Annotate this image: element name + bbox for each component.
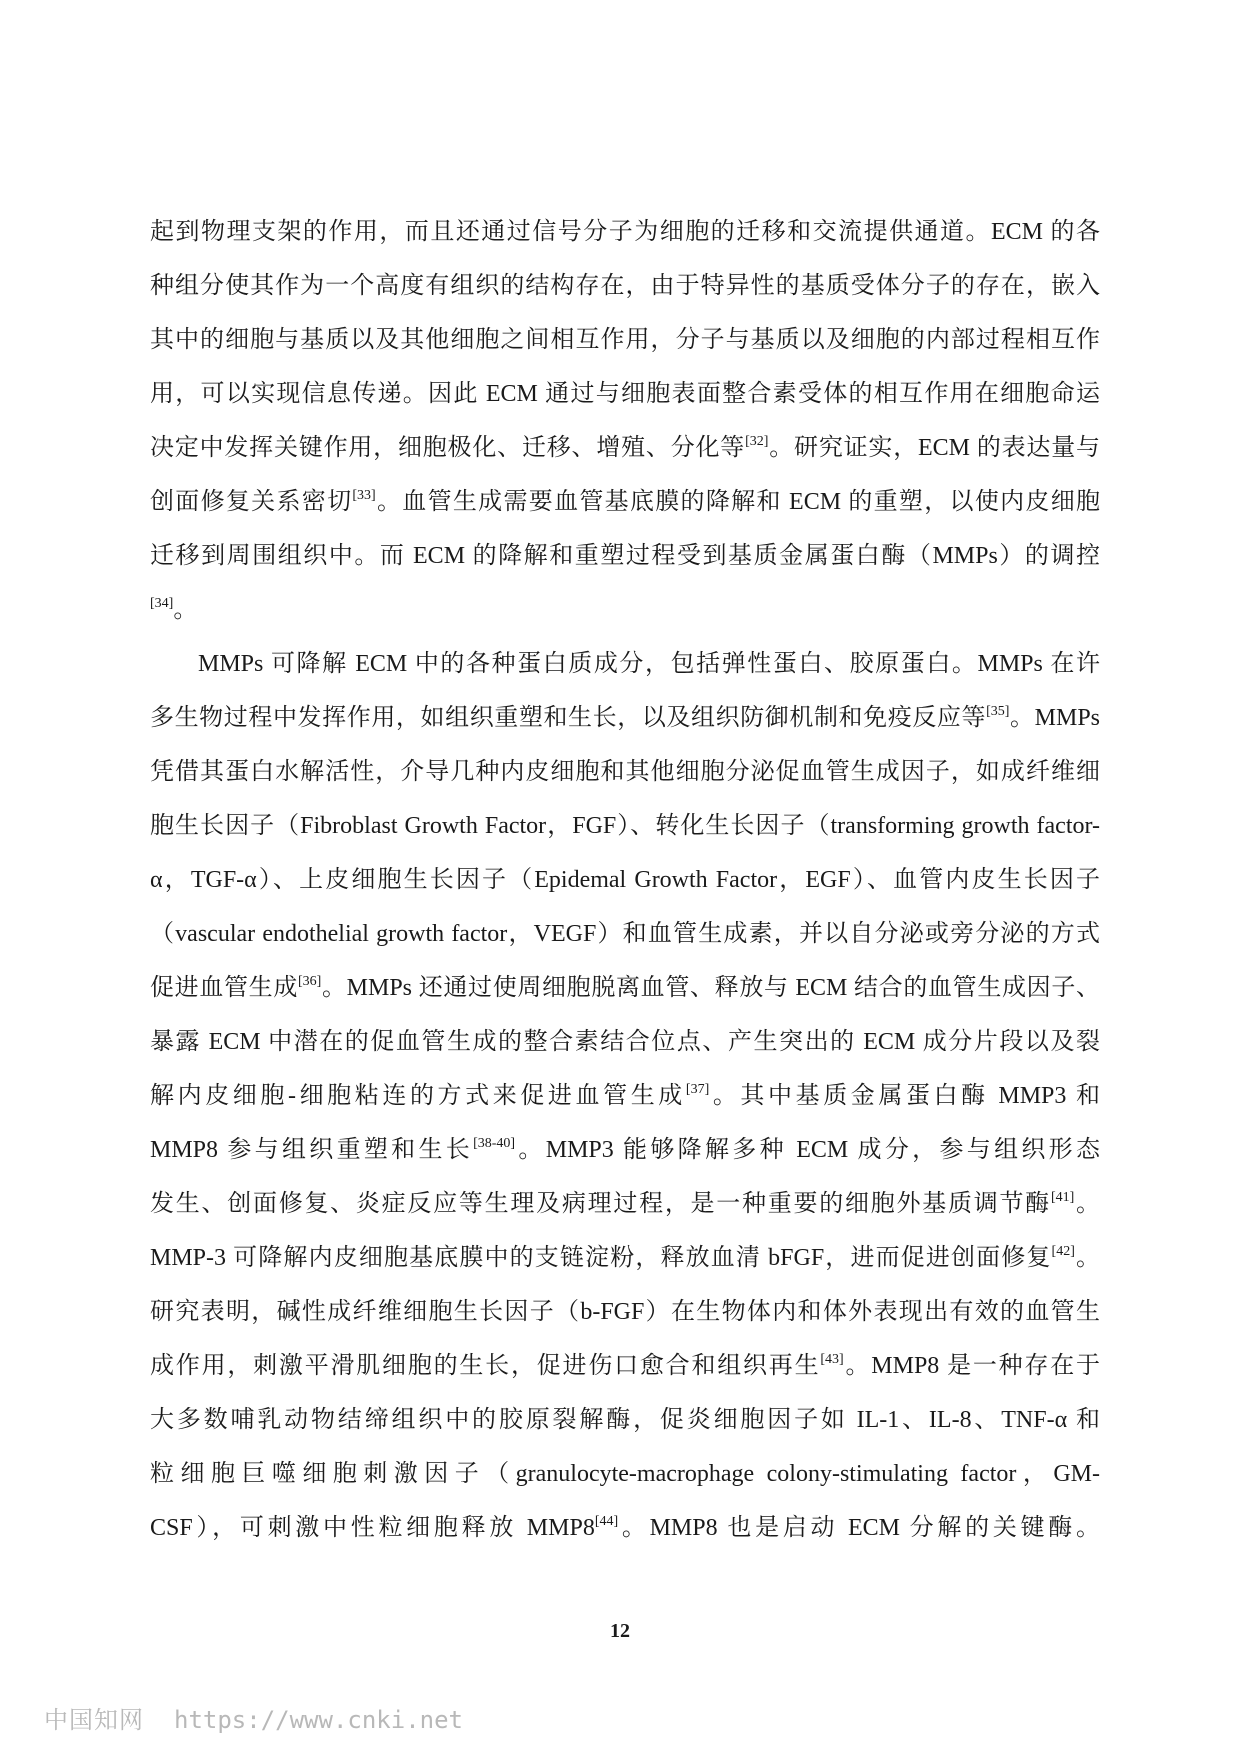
citation[interactable]: [36] bbox=[298, 974, 322, 989]
text-line bbox=[150, 1339, 1100, 1393]
citation[interactable]: [35] bbox=[986, 704, 1010, 719]
text-line bbox=[150, 1177, 1100, 1231]
citation[interactable]: [43] bbox=[820, 1352, 844, 1367]
text-line bbox=[150, 1069, 1100, 1123]
text-line: 起到物理支架的作用，而且还通过信号分子为细胞的迁移和交流提供通道。ECM 的各 bbox=[150, 219, 1100, 245]
paragraph-2 bbox=[150, 637, 1100, 1555]
text-line: 暴露 ECM 中潜在的促血管生成的整合素结合位点、产生突出的 ECM 成分片段以及裂 bbox=[150, 1029, 1100, 1055]
citation[interactable]: [38-40] bbox=[473, 1136, 516, 1151]
text-line: 凭借其蛋白水解活性，介导几种内皮细胞和其他细胞分泌促血管生成因子，如成纤维细 bbox=[150, 759, 1100, 785]
text-span: 创面修复关系密切 bbox=[150, 489, 353, 515]
text-line: 粒细胞巨噬细胞刺激因子（granulocyte-macrophage colony-stimulating factor，GM- bbox=[150, 1461, 1100, 1487]
watermark-brand: 中国知网 bbox=[44, 1706, 144, 1734]
watermark bbox=[44, 1700, 463, 1735]
text-span: 解内皮细胞-细胞粘连的方式来促进血管生成 bbox=[150, 1083, 686, 1109]
text-span: 。MMP8 是一种存在于 bbox=[843, 1353, 1100, 1379]
text-line: MMPs 可降解 ECM 中的各种蛋白质成分，包括弹性蛋白、胶原蛋白。MMPs 在许 bbox=[198, 651, 1100, 677]
citation[interactable]: [42] bbox=[1051, 1244, 1075, 1259]
text-line bbox=[150, 961, 1100, 1015]
citation[interactable]: [34] bbox=[150, 596, 174, 611]
citation[interactable]: [33] bbox=[352, 488, 376, 503]
citation[interactable]: [32] bbox=[745, 434, 769, 449]
text-span: MMP-3 可降解内皮细胞基底膜中的支链淀粉，释放血清 bFGF，进而促进创面修复 bbox=[150, 1245, 1052, 1271]
text-span: 促进血管生成 bbox=[150, 975, 298, 1001]
page-body bbox=[150, 205, 1100, 1555]
text-span: 决定中发挥关键作用，细胞极化、迁移、增殖、分化等 bbox=[150, 435, 746, 461]
citation[interactable]: [37] bbox=[685, 1082, 710, 1097]
text-span: 成作用，刺激平滑肌细胞的生长，促进伤口愈合和组织再生 bbox=[150, 1353, 821, 1379]
citation[interactable]: [41] bbox=[1050, 1190, 1075, 1205]
text-line bbox=[150, 1501, 1100, 1555]
text-line: 大多数哺乳动物结缔组织中的胶原裂解酶，促炎细胞因子如 IL-1、IL-8、TNF-α 和 bbox=[150, 1407, 1100, 1433]
page-number: 12 bbox=[610, 1620, 630, 1642]
text-line bbox=[150, 583, 1100, 637]
text-span: MMP8 参与组织重塑和生长 bbox=[150, 1137, 474, 1163]
text-line bbox=[150, 421, 1100, 475]
text-line: 用，可以实现信息传递。因此 ECM 通过与细胞表面整合素受体的相互作用在细胞命运 bbox=[150, 381, 1100, 407]
text-line: 种组分使其作为一个高度有组织的结构存在，由于特异性的基质受体分子的存在，嵌入 bbox=[150, 273, 1100, 299]
text-span: CSF），可刺激中性粒细胞释放 MMP8 bbox=[150, 1515, 595, 1541]
text-span: 。 bbox=[173, 597, 198, 623]
text-line: α，TGF-α）、上皮细胞生长因子（Epidemal Growth Factor，EGF）、血管内皮生长因子 bbox=[150, 867, 1100, 893]
paragraph-1 bbox=[150, 205, 1100, 637]
text-line: （vascular endothelial growth factor，VEGF）和血管生成素，并以自分泌或旁分泌的方式 bbox=[150, 921, 1100, 947]
citation[interactable]: [44] bbox=[594, 1514, 619, 1529]
text-line bbox=[150, 1123, 1100, 1177]
text-span: 。MMP8 也是启动 ECM 分解的关键酶。 bbox=[618, 1515, 1100, 1541]
text-span: 。MMPs 还通过使周细胞脱离血管、释放与 ECM 结合的血管生成因子、 bbox=[321, 975, 1101, 1001]
text-span: 。 bbox=[1074, 1245, 1101, 1271]
text-span: 。MMP3 能够降解多种 ECM 成分，参与组织形态 bbox=[515, 1137, 1100, 1163]
watermark-url: https://www.cnki.net bbox=[174, 1706, 463, 1734]
text-span: 。 bbox=[1074, 1191, 1101, 1217]
text-line: 胞生长因子（Fibroblast Growth Factor，FGF）、转化生长因子（transforming growth factor- bbox=[150, 813, 1100, 839]
text-line: 研究表明，碱性成纤维细胞生长因子（b-FGF）在生物体内和体外表现出有效的血管生 bbox=[150, 1299, 1100, 1325]
text-line bbox=[150, 1231, 1100, 1285]
text-line bbox=[150, 691, 1100, 745]
text-span: 多生物过程中发挥作用，如组织重塑和生长，以及组织防御机制和免疫反应等 bbox=[150, 705, 987, 731]
text-span: 。MMPs bbox=[1009, 705, 1101, 731]
text-line: 迁移到周围组织中。而 ECM 的降解和重塑过程受到基质金属蛋白酶（MMPs）的调控 bbox=[150, 543, 1100, 569]
text-span: 。其中基质金属蛋白酶 MMP3 和 bbox=[709, 1083, 1100, 1109]
text-span: 。血管生成需要血管基底膜的降解和 ECM 的重塑，以使内皮细胞 bbox=[375, 489, 1100, 515]
text-line: 其中的细胞与基质以及其他细胞之间相互作用，分子与基质以及细胞的内部过程相互作 bbox=[150, 327, 1100, 353]
text-span: 。研究证实，ECM 的表达量与 bbox=[768, 435, 1100, 461]
text-span: 发生、创面修复、炎症反应等生理及病理过程，是一种重要的细胞外基质调节酶 bbox=[150, 1191, 1051, 1217]
text-line bbox=[150, 475, 1100, 529]
